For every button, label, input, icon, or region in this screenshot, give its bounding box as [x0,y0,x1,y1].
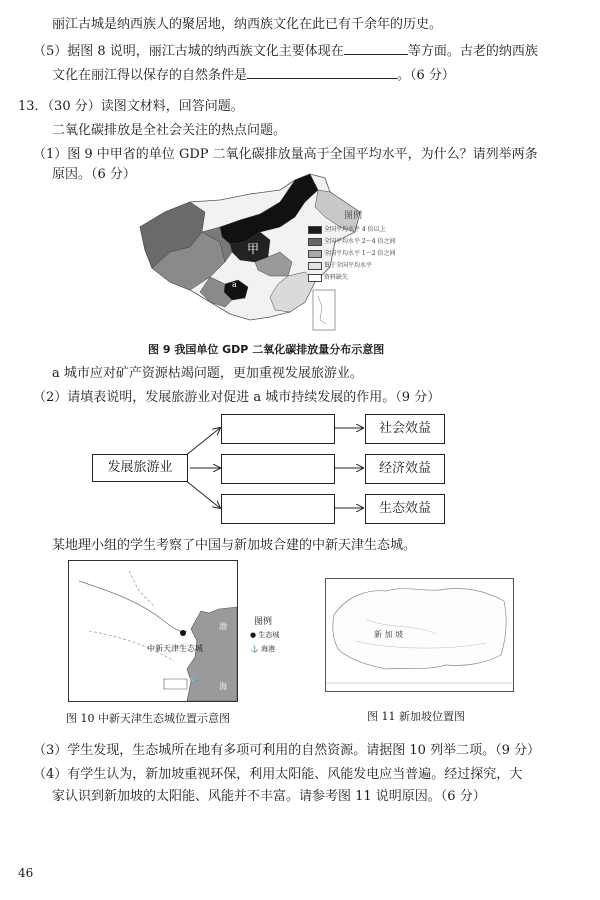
question-1-line-1: （1）图 9 中甲省的单位 GDP 二氧化碳排放量高于全国平均水平，为什么？请列举两条 [33,147,538,162]
flow-source-box: 发展旅游业 [92,454,188,482]
province-jia-label: 甲 [247,242,260,256]
sea-label-2: 海 [219,682,227,691]
figure-10-map [68,560,238,702]
answer-blank-1[interactable] [344,42,408,55]
singapore-label: 新 加 坡 [374,630,404,639]
question-4-line-1: （4）有学生认为，新加坡重视环保，利用太阳能、风能发电应当普遍。经过探究，大 [33,767,523,782]
text-tianjin: 某地理小组的学生考察了中国与新加坡合建的中新天津生态城。 [52,538,417,553]
south-sea-inset [313,290,335,330]
text-a-city: a 城市应对矿产资源枯竭问题，更加重视发展旅游业。 [52,366,363,381]
question-13-heading: 13．（30 分）读图文材料，回答问题。 [18,99,244,114]
eco-city-label: 中新天津生态城 [147,644,203,653]
figure-11-map [325,578,514,692]
question-5-text: （5）据图 8 说明，丽江古城的纳西族文化主要体现在 [33,44,344,59]
legend-item-3: 全国平均水平 1～2 倍之间 [308,248,395,258]
answer-box-economic[interactable] [221,454,335,484]
question-13-intro: 二氧化碳排放是全社会关注的热点问题。 [52,123,287,138]
flow-target-economic: 经济效益 [365,454,445,484]
answer-box-social[interactable] [221,414,335,444]
fig10-legend-title: 图例 [254,617,273,627]
legend-item-2: 全国平均水平 2～4 倍之间 [308,236,395,246]
question-4-line-2: 家认识到新加坡的太阳能、风能并不丰富。请参考图 11 说明原因。（6 分） [52,789,486,804]
legend-title: 图例 [344,211,363,221]
city-a-label: a [232,280,237,289]
port-icon: ⚓ [189,673,201,683]
tourism-flow-diagram [80,408,460,528]
question-1-line-2: 原因。（6 分） [52,167,136,182]
page-number: 46 [18,866,34,880]
figure-10-legend [250,614,305,664]
eco-city-marker [180,630,186,636]
tianjin-map-graphic [69,561,237,701]
sea-label-1: 渤 [219,622,227,631]
question-3: （3）学生发现，生态城所在地有多项可利用的自然资源。请据图 10 列举二项。（9 分） [33,743,540,758]
figure-9-map [130,172,450,342]
figure-9-caption: 图 9 我国单位 GDP 二氧化碳排放量分布示意图 [148,343,385,356]
question-5-line-2 [52,66,455,85]
question-2: （2）请填表说明，发展旅游业对促进 a 城市持续发展的作用。（9 分） [33,390,441,405]
legend-item-4: 低于全国平均水平 [308,260,372,270]
question-5-text-post: 等方面。古老的纳西族 [407,44,538,59]
legend-port: ⚓ 海港 [250,645,275,653]
legend-item-1: 全国平均水平 4 倍以上 [308,224,386,234]
question-5-score: 。（6 分） [397,68,455,83]
answer-box-ecological[interactable] [221,494,335,524]
legend-item-5: 资料缺失 [308,272,348,282]
flow-target-ecological: 生态效益 [365,494,445,524]
figure-11-caption: 图 11 新加坡位置图 [367,710,465,723]
figure-10-caption: 图 10 中新天津生态城位置示意图 [66,712,230,725]
question-5-line-1 [33,42,538,61]
figure-9-legend [308,208,434,294]
singapore-island [333,589,506,670]
singapore-map-graphic [326,579,513,691]
sea-area [187,607,237,701]
text-line-lijiang: 丽江古城是纳西族人的聚居地，纳西族文化在此已有千余年的历史。 [52,17,443,32]
answer-blank-2[interactable] [247,66,397,79]
question-5-text-2: 文化在丽江得以保存的自然条件是 [52,68,248,83]
legend-ecocity: ● 生态城 [250,631,280,639]
flow-target-social: 社会效益 [365,414,445,444]
